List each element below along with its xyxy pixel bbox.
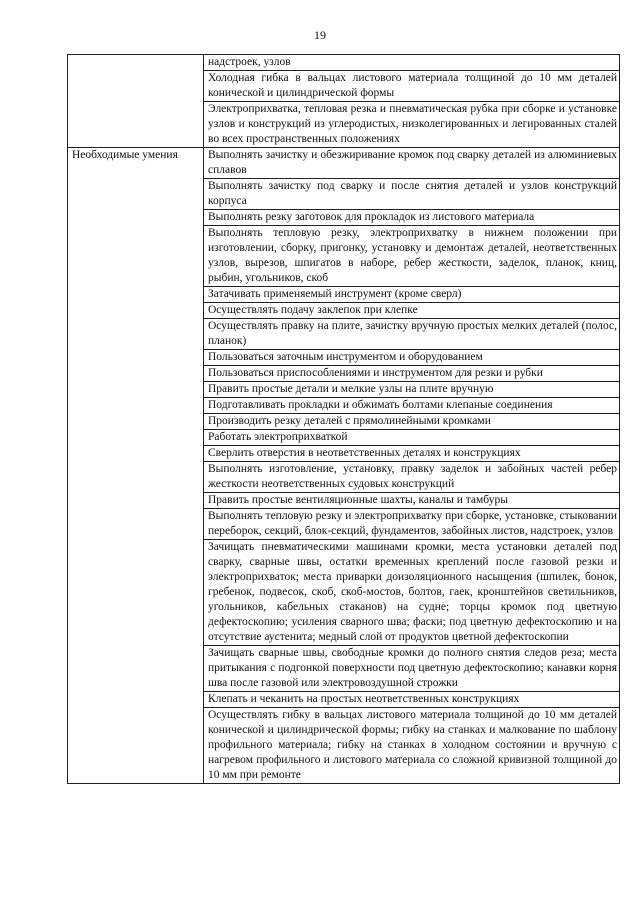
skill-cell: Выполнять зачистку и обезжиривание кромок под сварку деталей из алюминиевых сплавов [204,148,620,179]
skill-cell: Выполнять изготовление, установку, правку заделок и забойных частей ребер жесткости неответственных судовых конструкций [204,462,620,493]
skill-cell: Сверлить отверстия в неответственных деталях и конструкциях [204,446,620,462]
skill-cell: Осуществлять правку на плите, зачистку вручную простых мелких деталей (полос, планок) [204,319,620,350]
skill-cell: Работать электроприхваткой [204,430,620,446]
skill-cell: Править простые детали и мелкие узлы на плите вручную [204,382,620,398]
table-row [68,55,620,71]
empty-label-cell [68,55,204,148]
skill-cell: Выполнять резку заготовок для прокладок из листового материала [204,210,620,226]
skill-cell: Затачивать применяемый инструмент (кроме сверл) [204,287,620,303]
section-label-cell: Необходимые умения [68,148,204,784]
page-number: 19 [314,28,326,42]
continuation-cell: надстроек, узлов [204,55,620,71]
skill-cell: Править простые вентиляционные шахты, каналы и тамбуры [204,493,620,509]
skill-cell: Производить резку деталей с прямолинейными кромками [204,414,620,430]
continuation-cell: Электроприхватка, тепловая резка и пневматическая рубка при сборке и установке узлов и конструкций из углеродистых, низколегированных и легированных сталей во всех пространственных положениях [204,102,620,148]
skill-cell: Осуществлять гибку в вальцах листового материала толщиной до 10 мм деталей конической и цилиндрической формы; гибку на станках и малкование по шаблону профильного материала; гибку на станках в холодном состоянии и вручную с нагревом профильного и листового материала со сложной кривизной толщиной до 10 мм при ремонте [204,708,620,784]
continuation-cell: Холодная гибка в вальцах листового материала толщиной до 10 мм деталей конической и цилиндрической формы [204,71,620,102]
skill-cell: Выполнять тепловую резку и электроприхватку при сборке, установке, стыковании переборок, секций, блок-секций, фундаментов, забойных листов, надстроек, узлов [204,509,620,540]
skill-cell: Подготавливать прокладки и обжимать болтами клепаные соединения [204,398,620,414]
table-row [68,148,620,179]
skill-cell: Выполнять зачистку под сварку и после снятия деталей и узлов конструкций корпуса [204,179,620,210]
skill-cell: Зачищать сварные швы, свободные кромки до полного снятия следов реза; места притыкания с подгонкой поверхности под цветную дефектоскопию; канавки корня шва после газовой или электровоздушной строжки [204,646,620,692]
skill-cell: Выполнять тепловую резку, электроприхватку в нижнем положении при изготовлении, сборку, пригонку, установку и демонтаж деталей, неответственных узлов, вырезов, шпигатов в наборе, ребер жесткости, заделок, планок, книц, рыбин, угольников, скоб [204,226,620,287]
skill-cell: Пользоваться заточным инструментом и оборудованием [204,350,620,366]
skills-table-body [68,55,620,784]
skills-table [67,54,620,784]
skill-cell: Осуществлять подачу заклепок при клепке [204,303,620,319]
skill-cell: Зачищать пневматическими машинами кромки, места установки деталей под сварку, сварные швы, остатки временных креплений после газовой резки и электроприхваток; места приварки доизоляционного насыщения (шпилек, бонок, гребенок, подвесок, скоб, скоб-мостов, болтов, гаек, кронштейнов светильников, угольников, кабельных стаканов) на судне; торцы кромок под цветную дефектоскопию; усиления сварного шва; фаски; под цветную дефектоскопию и на отсутствие аустенита; медный слой от продуктов цветной дефектоскопии [204,540,620,646]
skill-cell: Пользоваться приспособлениями и инструментом для резки и рубки [204,366,620,382]
skill-cell: Клепать и чеканить на простых неответственных конструкциях [204,692,620,708]
